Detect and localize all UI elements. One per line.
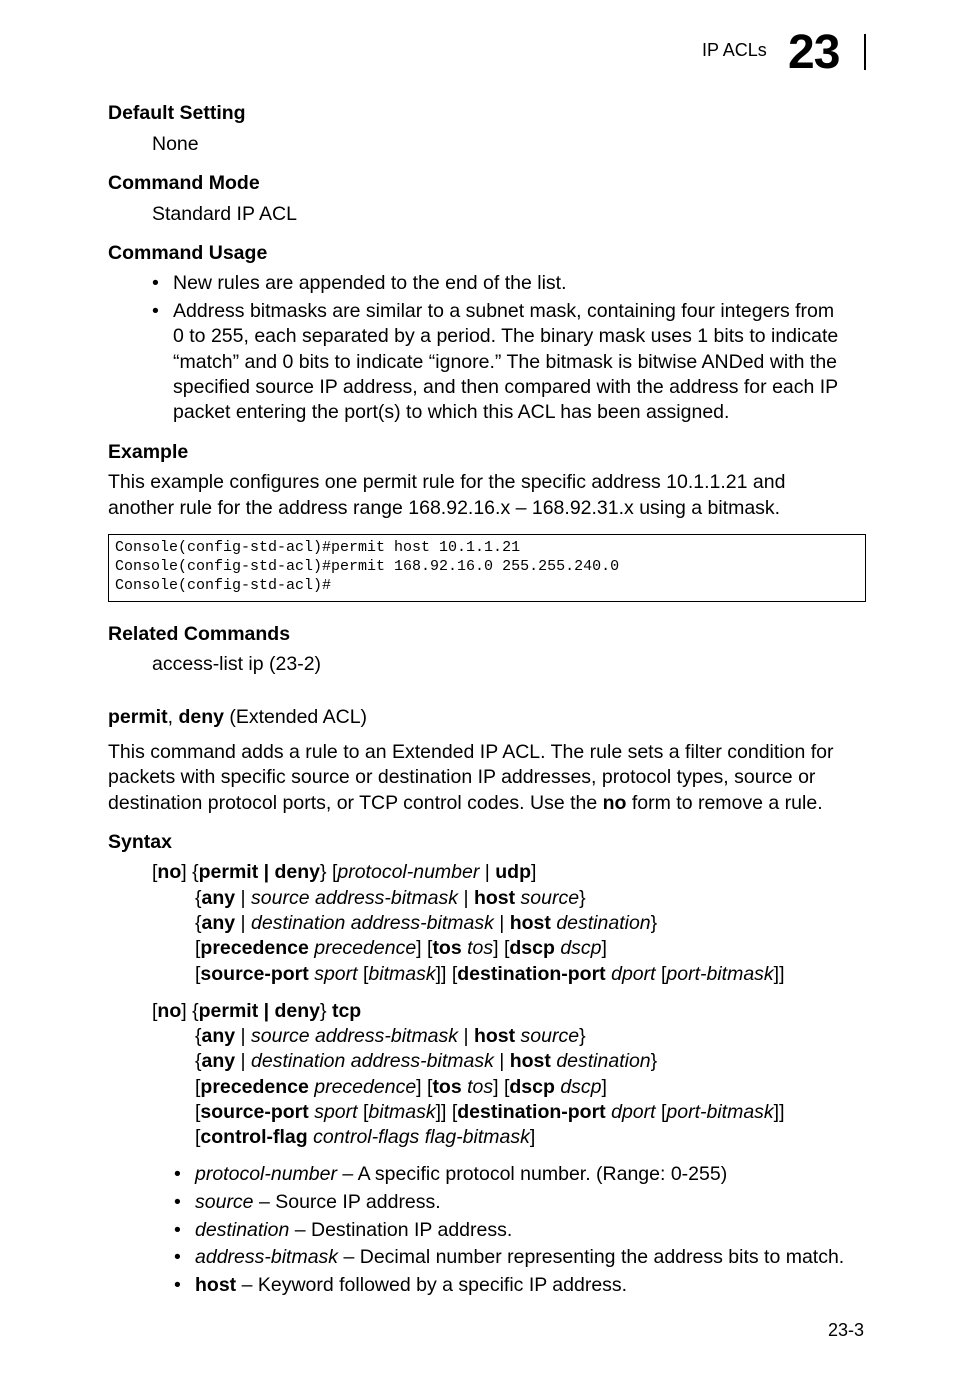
definition-item <box>195 1219 512 1242</box>
usage-bullet-2-line: packet entering the port(s) to which this ACL has been assigned. <box>173 401 730 423</box>
syntax-udp-line-5: [source-port sport [bitmask]] [destination-port dport [port-bitmask]] <box>195 963 785 985</box>
usage-bullet-2-line: Address bitmasks are similar to a subnet mask, containing four integers from <box>173 300 835 322</box>
syntax-tcp-line-5: [source-port sport [bitmask]] [destination-port dport [port-bitmask]] <box>195 1101 785 1123</box>
description-line <box>108 792 823 815</box>
command-mode-value: Standard IP ACL <box>152 203 297 225</box>
code-block <box>108 534 866 602</box>
usage-bullet-2-line: 0 to 255, each separated by a period. The binary mask uses 1 bits to indicate <box>173 325 839 347</box>
syntax-tcp-line-6: [control-flag control-flags flag-bitmask] <box>195 1126 536 1148</box>
page-number: 23-3 <box>828 1320 865 1340</box>
definition-text: – A specific protocol number. (Range: 0-255) <box>336 1163 728 1185</box>
bullet-point: • <box>174 1219 181 1241</box>
bullet-point: • <box>152 300 159 322</box>
definition-item <box>195 1163 727 1186</box>
syntax-tcp-line-3: {any | destination address-bitmask | host destination} <box>195 1050 658 1072</box>
related-commands-heading: Related Commands <box>108 623 291 645</box>
syntax-heading: Syntax <box>108 831 172 853</box>
definition-term: source <box>195 1191 254 1213</box>
default-setting-heading: Default Setting <box>108 102 246 124</box>
title-permit: permit <box>108 706 168 728</box>
description-line: This command adds a rule to an Extended IP ACL. The rule sets a filter condition for <box>108 741 834 763</box>
usage-bullet-2-line: “match” and 0 bits to indicate “ignore.” The bitmask is bitwise ANDed with the <box>173 351 838 373</box>
command-usage-heading: Command Usage <box>108 242 268 264</box>
definition-term: protocol-number <box>195 1163 337 1185</box>
usage-bullet-1: New rules are appended to the end of the list. <box>173 272 567 294</box>
code-line: Console(config-std-acl)# <box>115 577 332 594</box>
bullet-point: • <box>174 1274 181 1296</box>
description-line: packets with specific source or destination IP addresses, protocol types, source or <box>108 766 816 788</box>
code-line: Console(config-std-acl)#permit host 10.1.1.21 <box>115 539 521 556</box>
definition-text: – Source IP address. <box>253 1191 441 1213</box>
title-rest: (Extended ACL) <box>223 706 368 728</box>
bullet-point: • <box>174 1191 181 1213</box>
section-title <box>108 706 367 729</box>
definition-term: host <box>195 1274 237 1296</box>
definition-term: address-bitmask <box>195 1246 339 1268</box>
example-text-line: another rule for the address range 168.92.16.x – 168.92.31.x using a bitmask. <box>108 497 781 519</box>
related-command-link[interactable]: access-list ip (23-2) <box>152 653 322 675</box>
bullet-point: • <box>152 272 159 294</box>
title-deny: deny <box>178 706 224 728</box>
title-comma: , <box>167 706 179 728</box>
syntax-tcp-line-2: {any | source address-bitmask | host source} <box>195 1025 586 1047</box>
command-mode-heading: Command Mode <box>108 172 260 194</box>
syntax-tcp-line-1: [no] {permit | deny} tcp <box>152 1000 362 1022</box>
chapter-divider <box>864 34 866 70</box>
code-line: Console(config-std-acl)#permit 168.92.16.0 255.255.240.0 <box>115 558 620 575</box>
syntax-tcp-line-4: [precedence precedence] [tos tos] [dscp dscp] <box>195 1076 607 1098</box>
description-text: form to remove a rule. <box>626 792 823 814</box>
example-heading: Example <box>108 441 189 463</box>
chapter-number: 23 <box>788 26 840 79</box>
syntax-udp-line-4: [precedence precedence] [tos tos] [dscp dscp] <box>195 937 607 959</box>
usage-bullet-2-line: specified source IP address, and then compared with the address for each IP <box>173 376 839 398</box>
example-text-line: This example configures one permit rule for the specific address 10.1.1.21 and <box>108 471 786 493</box>
definition-item <box>195 1274 627 1297</box>
definition-text: – Decimal number representing the address bits to match. <box>338 1246 845 1268</box>
definition-item <box>195 1246 844 1269</box>
description-text: destination protocol ports, or TCP control codes. Use the <box>108 792 603 814</box>
chapter-title: IP ACLs <box>702 40 767 60</box>
syntax-udp-line-2: {any | source address-bitmask | host source} <box>195 887 586 909</box>
definition-text: – Destination IP address. <box>289 1219 513 1241</box>
keyword-no: no <box>602 792 627 814</box>
bullet-point: • <box>174 1163 181 1185</box>
definition-text: – Keyword followed by a specific IP address. <box>236 1274 628 1296</box>
syntax-udp-line-1: [no] {permit | deny} [protocol-number | udp] <box>152 861 537 883</box>
default-setting-value: None <box>152 133 199 155</box>
definition-item <box>195 1191 441 1214</box>
definition-term: destination <box>195 1219 290 1241</box>
bullet-point: • <box>174 1246 181 1268</box>
syntax-udp-line-3: {any | destination address-bitmask | host destination} <box>195 912 658 934</box>
